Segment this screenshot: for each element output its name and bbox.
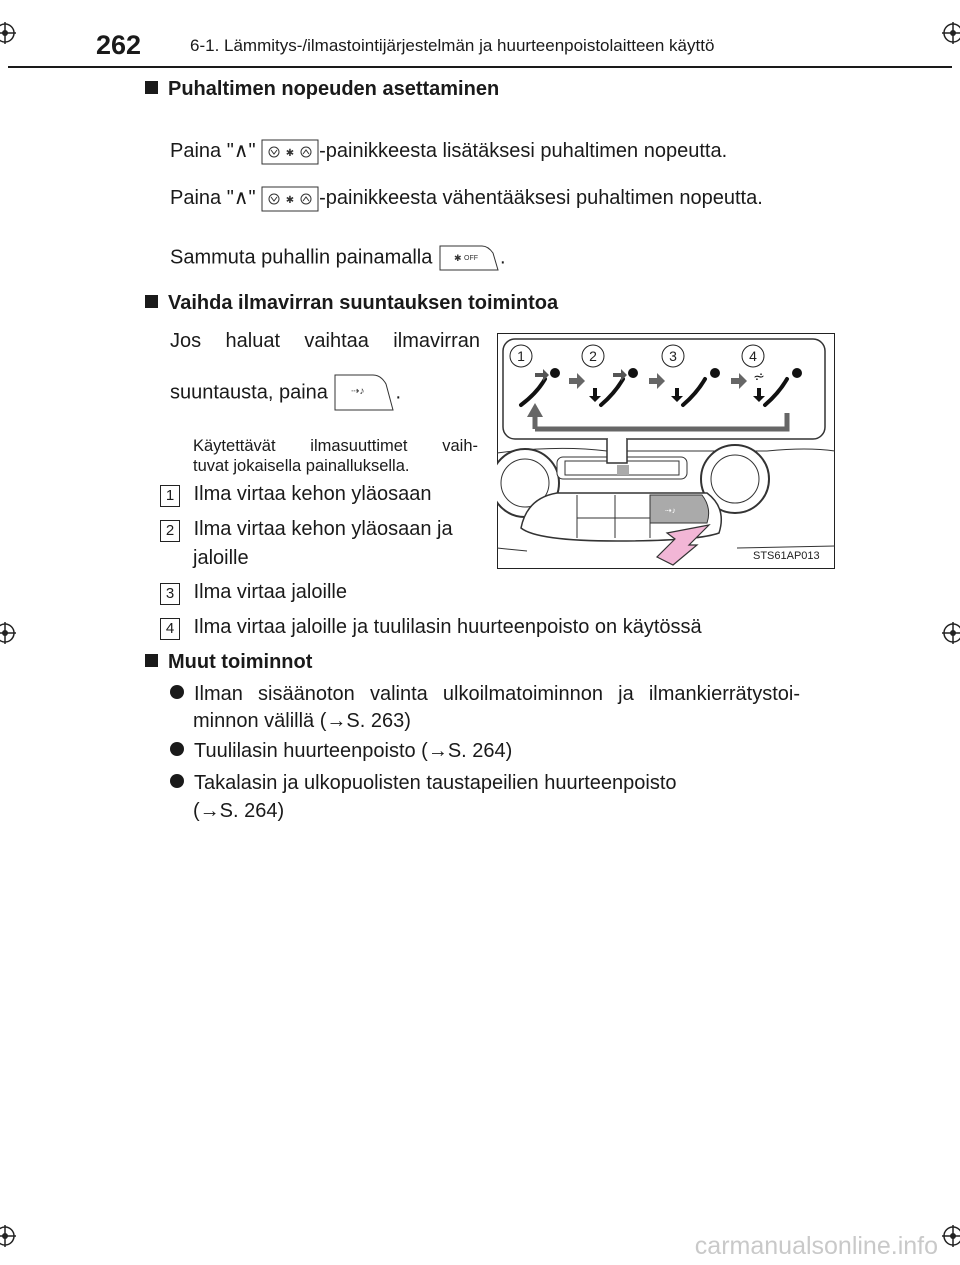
airflow-intro-line2: suuntausta, paina ⇢♪ . [170,372,401,414]
airflow-item-3: 3 Ilma virtaa jaloille [160,581,347,605]
figure-label-3: 3 [669,348,677,364]
section-square-icon [145,295,158,308]
airflow-item-4: 4 Ilma virtaa jaloille ja tuulilasin huurteenpoisto on käytössä [160,616,702,640]
airflow-intro-line1: Jos haluat vaihtaa ilmavirran [170,330,480,352]
section-square-icon [145,654,158,667]
watermark: carmanualsonline.info [694,1232,938,1260]
bullet-icon [170,774,184,788]
svg-text:✱: ✱ [285,194,295,206]
fan-decrease-text: Paina "∧" ✱ -painikkeesta vähentääksesi puhaltimen nopeutta. [170,185,763,212]
section-fan-title: Puhaltimen nopeuden asettaminen [145,78,499,101]
item-number: 1 [160,485,180,507]
other-bullet-3: Takalasin ja ulkopuolisten taustapeilien huurteenpoisto [170,772,677,795]
header-rule [8,66,952,68]
airflow-note: Käytettävät ilmasuuttimet vaih- tuvat jokaisella painalluksella. [193,437,478,475]
airflow-item-1: 1 Ilma virtaa kehon yläosaan [160,483,431,507]
section-square-icon [145,81,158,94]
section-other-title: Muut toiminnot [145,651,312,674]
other-bullet-1-cont: minnon välillä (→S. 263) [193,710,411,732]
section-airflow-title: Vaihda ilmavirran suuntauksen toimintoa [145,292,558,315]
svg-text:OFF: OFF [463,255,478,262]
svg-text:⇢♪: ⇢♪ [665,506,676,515]
other-bullet-3-cont: (→S. 264) [193,800,285,822]
svg-text:⇢♪: ⇢♪ [351,386,365,397]
bullet-icon [170,685,184,699]
item-number: 4 [160,618,180,640]
item-number: 2 [160,520,180,542]
fan-speed-button-icon [261,186,319,212]
chapter-title: 6-1. Lämmitys-/ilmastointijärjestelmän ja huurteenpoistolaitteen käyttö [190,36,715,55]
item-number: 3 [160,583,180,605]
bullet-icon [170,742,184,756]
page-number: 262 [96,30,142,60]
other-bullet-2: Tuulilasin huurteenpoisto (→S. 264) [170,740,512,763]
airflow-mode-button-icon [333,372,395,414]
airflow-item-2: 2 Ilma virtaa kehon yläosaan ja [160,518,453,542]
fan-increase-text: Paina "∧" ✱ -painikkeesta lisätäksesi puhaltimen nopeutta. [170,138,727,165]
other-bullet-1: Ilman sisäänoton valinta ulkoilmatoiminnon ja ilmankierrätystoi- [170,683,800,706]
figure-label-4: 4 [749,348,757,364]
svg-text:⩫: ⩫ [753,368,765,384]
svg-text:✱: ✱ [453,253,462,263]
figure-label-1: 1 [517,348,525,364]
figure-code: STS61AP013 [753,550,820,562]
svg-text:✱: ✱ [285,147,295,159]
fan-speed-button-icon [261,139,319,165]
fan-off-button-icon [438,243,500,273]
fan-off-text: Sammuta puhallin painamalla ✱ OFF . [170,243,506,273]
figure-label-2: 2 [589,348,597,364]
airflow-item-2-cont: jaloille [193,547,249,569]
airflow-figure [497,333,835,569]
